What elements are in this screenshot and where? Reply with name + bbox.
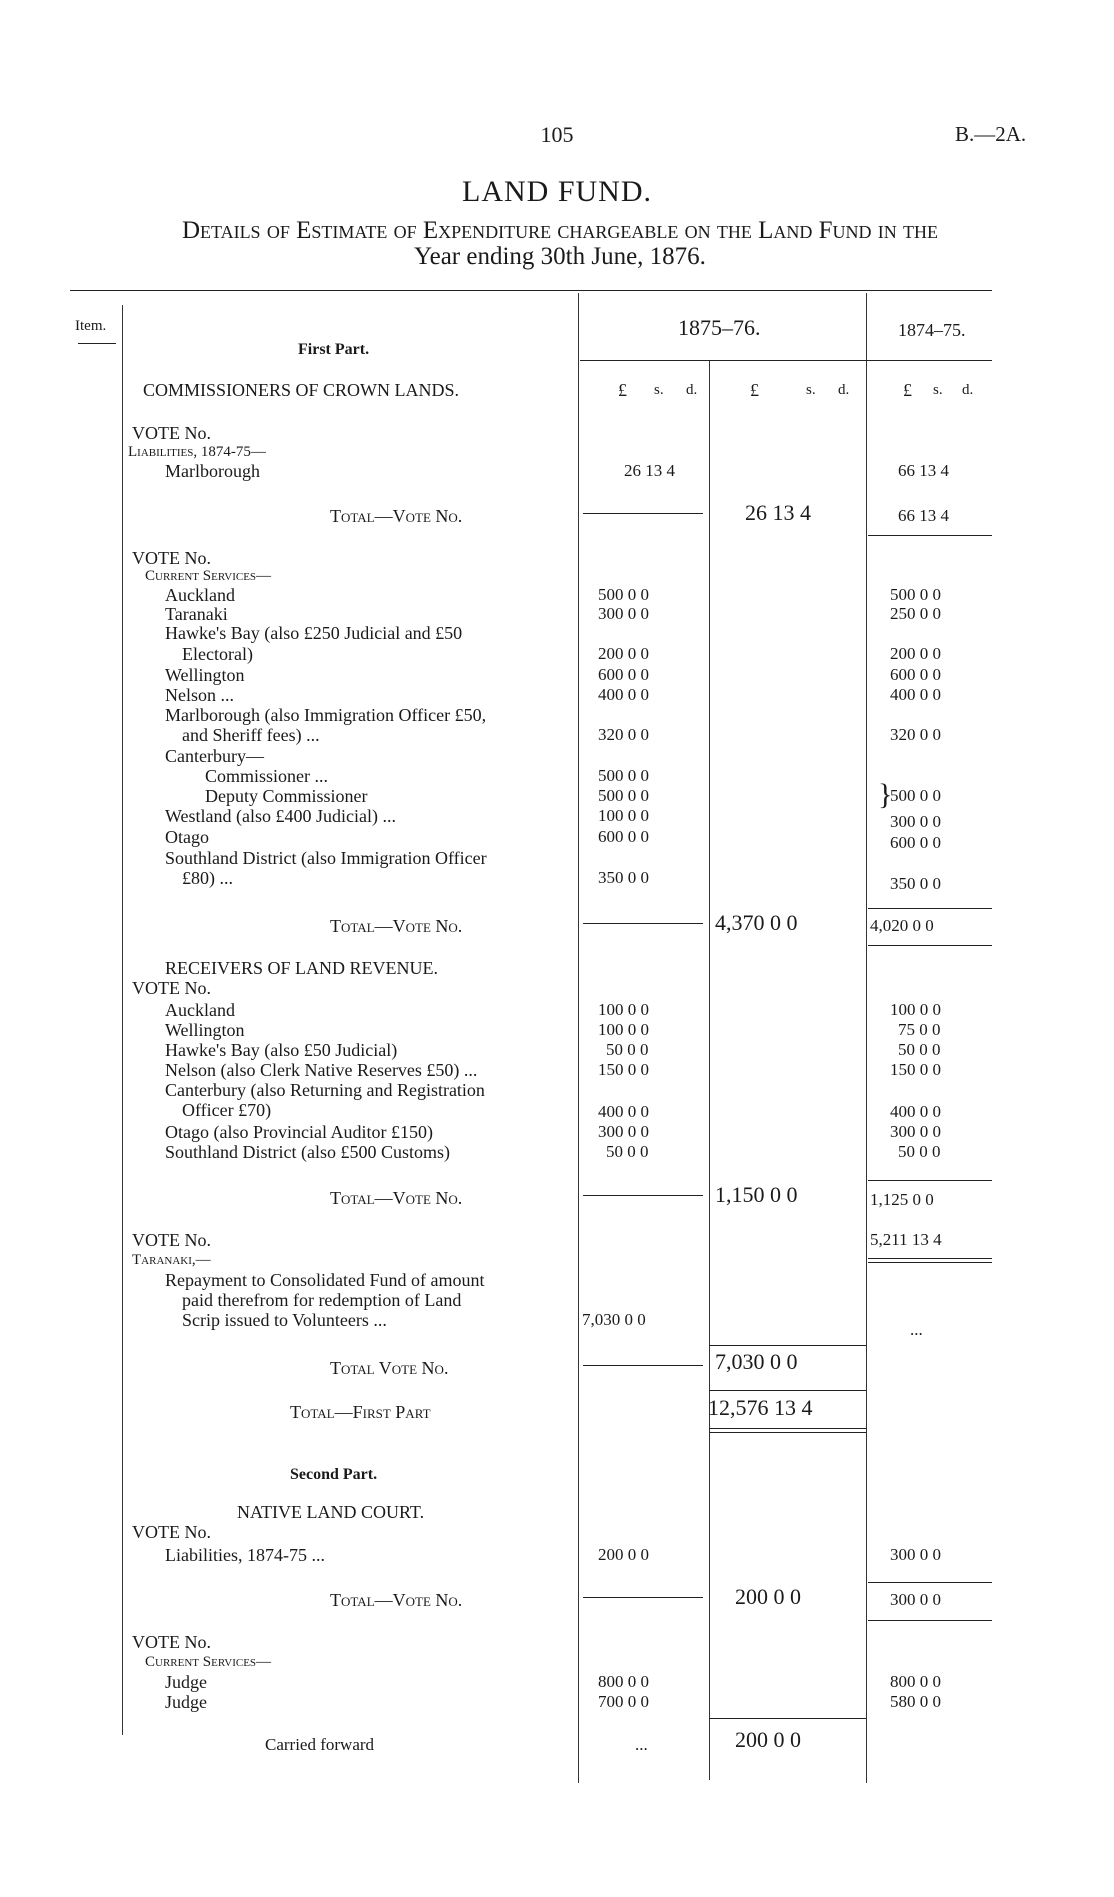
total-rule-top: [709, 1345, 866, 1346]
year-header-rule: [580, 360, 992, 361]
row-label: Southland District (also Immigration Officer: [165, 848, 487, 868]
row-label-continued: paid therefrom for redemption of Land: [182, 1290, 462, 1310]
shilling-header: s.: [654, 382, 664, 398]
row-label: Wellington: [165, 1020, 245, 1040]
year-1874-header: 1874–75.: [898, 320, 966, 340]
row-previous-amount: 75 0 0: [898, 1020, 941, 1039]
total-rule-previous: [868, 908, 992, 909]
row-label: Canterbury (also Returning and Registration: [165, 1080, 485, 1100]
total-rule-previous: [868, 535, 992, 536]
vote-label: VOTE No.: [132, 548, 211, 568]
row-amount: 26 13 4: [624, 461, 675, 480]
row-amount: 50 0 0: [606, 1040, 649, 1059]
carried-forward-rule: [709, 1718, 866, 1719]
total-rule: [583, 1597, 703, 1598]
row-previous-amount: 300 0 0: [890, 1122, 941, 1141]
year-1875-header: 1875–76.: [678, 315, 761, 340]
row-previous-amount: 400 0 0: [890, 1102, 941, 1121]
vote-total-amount: 1,150 0 0: [715, 1182, 798, 1207]
page-subtitle: [70, 218, 1050, 270]
row-previous-amount: 200 0 0: [890, 644, 941, 663]
row-previous-amount: ...: [910, 1320, 923, 1339]
row-previous-amount: 300 0 0: [890, 812, 941, 831]
vote-total-amount: 7,030 0 0: [715, 1349, 798, 1374]
group-label: Current Services—: [145, 568, 272, 584]
vote-total-label: Total—Vote No.: [330, 1188, 463, 1208]
row-amount: 300 0 0: [598, 604, 649, 623]
pound-header-2: £: [750, 380, 759, 400]
row-amount: 100 0 0: [598, 1000, 649, 1019]
row-amount: 7,030 0 0: [582, 1310, 646, 1329]
row-label: Marlborough (also Immigration Officer £50,: [165, 705, 487, 725]
row-previous-amount: 580 0 0: [890, 1692, 941, 1711]
row-amount: 500 0 0: [598, 766, 649, 785]
vote-total-previous: 4,020 0 0: [870, 916, 934, 935]
row-label: Hawke's Bay (also £250 Judicial and £50: [165, 623, 463, 643]
row-label: Nelson (also Clerk Native Reserves £50) ...: [165, 1060, 478, 1080]
pence-header-3: d.: [962, 382, 974, 398]
row-previous-amount: 250 0 0: [890, 604, 941, 623]
row-label-continued: and Sheriff fees) ...: [182, 725, 320, 745]
row-previous-amount: 50 0 0: [898, 1040, 941, 1059]
total-rule-previous-bottom: [868, 945, 992, 946]
total-rule-previous-bottom: [868, 1620, 992, 1621]
row-label: Wellington: [165, 665, 245, 685]
row-label: Westland (also £400 Judicial) ...: [165, 806, 397, 826]
row-previous-amount: 500 0 0: [890, 585, 941, 604]
table-top-rule: [70, 290, 992, 291]
item-column-divider: [122, 305, 123, 1735]
first-part-total-amount: 12,576 13 4: [708, 1395, 813, 1420]
row-previous-amount: 350 0 0: [890, 874, 941, 893]
vote-total-amount: 200 0 0: [735, 1584, 801, 1609]
row-previous-amount: 66 13 4: [898, 461, 949, 480]
row-previous-amount: 320 0 0: [890, 725, 941, 744]
row-label: Auckland: [165, 585, 235, 605]
row-label: Commissioner ...: [205, 766, 329, 786]
double-rule-previous: [868, 1258, 992, 1259]
vote-label: VOTE No.: [132, 1522, 211, 1542]
group-label: Taranaki,—: [132, 1252, 211, 1268]
previous-grand-total: 5,211 13 4: [870, 1230, 942, 1249]
total-rule: [583, 1195, 703, 1196]
first-part-total-label: Total—First Part: [290, 1402, 431, 1422]
row-previous-amount: 150 0 0: [890, 1060, 941, 1079]
row-label: Hawke's Bay (also £50 Judicial): [165, 1040, 398, 1060]
group-label: Liabilities, 1874-75—: [128, 444, 266, 460]
pence-header: d.: [686, 382, 698, 398]
carried-forward-label: Carried forward: [265, 1735, 375, 1754]
total-rule-previous: [868, 1582, 992, 1583]
row-label: Nelson ...: [165, 685, 234, 705]
pound-header: £: [618, 380, 627, 400]
row-previous-amount: 300 0 0: [890, 1545, 941, 1564]
item-column-header: Item.: [75, 318, 107, 334]
first-part-total-rule-bottom-2: [709, 1432, 866, 1433]
vote-total-previous: 66 13 4: [898, 506, 949, 525]
row-amount: 200 0 0: [598, 1545, 649, 1564]
vote-total-amount: 26 13 4: [745, 500, 811, 525]
row-previous-amount: 500 0 0: [890, 786, 941, 805]
row-label-continued: Electoral): [182, 644, 253, 664]
row-label: Taranaki: [165, 604, 228, 624]
row-amount: 800 0 0: [598, 1672, 649, 1691]
row-amount: 400 0 0: [598, 685, 649, 704]
row-amount: 500 0 0: [598, 585, 649, 604]
row-label: Deputy Commissioner: [205, 786, 368, 806]
second-part-heading: Second Part.: [290, 1466, 378, 1483]
row-label: Judge: [165, 1672, 207, 1692]
row-amount: 320 0 0: [598, 725, 649, 744]
vote-total-label: Total—Vote No.: [330, 506, 463, 526]
row-amount: 700 0 0: [598, 1692, 649, 1711]
total-rule-previous: [868, 1180, 992, 1181]
document-reference: B.—2A.: [955, 122, 1027, 146]
row-amount: 100 0 0: [598, 1020, 649, 1039]
row-amount: 200 0 0: [598, 644, 649, 663]
total-rule: [583, 1365, 703, 1366]
group-label: Current Services—: [145, 1654, 272, 1670]
carried-forward-amount: ...: [635, 1735, 648, 1754]
shilling-header-2: s.: [806, 382, 816, 398]
page-title: LAND FUND.: [462, 175, 652, 208]
row-previous-amount: 600 0 0: [890, 665, 941, 684]
first-part-heading: First Part.: [298, 341, 370, 358]
subtitle-line-1: Details of Estimate of Expenditure chargeable on the Land Fund in the: [181, 217, 939, 244]
row-previous-amount: 50 0 0: [898, 1142, 941, 1161]
row-previous-amount: 600 0 0: [890, 833, 941, 852]
first-part-total-rule-top: [709, 1390, 866, 1391]
row-amount: 600 0 0: [598, 665, 649, 684]
row-amount: 150 0 0: [598, 1060, 649, 1079]
row-previous-amount: 100 0 0: [890, 1000, 941, 1019]
row-amount: 350 0 0: [598, 868, 649, 887]
row-amount: 600 0 0: [598, 827, 649, 846]
row-amount: 100 0 0: [598, 806, 649, 825]
vote-total-label: Total Vote No.: [330, 1358, 449, 1378]
vote-total-label: Total—Vote No.: [330, 916, 463, 936]
row-label: Auckland: [165, 1000, 235, 1020]
vote-label: VOTE No.: [132, 423, 211, 443]
item-header-underline: [78, 343, 116, 344]
row-label: Southland District (also £500 Customs): [165, 1142, 450, 1162]
subtitle-line-2: Year ending 30th June, 1876.: [414, 243, 706, 270]
row-label: Otago (also Provincial Auditor £150): [165, 1122, 433, 1142]
total-rule: [583, 923, 703, 924]
section-commissioners-heading: COMMISSIONERS OF CROWN LANDS.: [143, 380, 460, 400]
row-label: Liabilities, 1874-75 ...: [165, 1545, 325, 1565]
row-amount: 50 0 0: [606, 1142, 649, 1161]
row-label: Marlborough: [165, 461, 260, 481]
row-amount: 300 0 0: [598, 1122, 649, 1141]
row-label: Canterbury—: [165, 746, 264, 766]
row-amount: 500 0 0: [598, 786, 649, 805]
pound-header-3: £: [903, 380, 912, 400]
row-label: Otago: [165, 827, 209, 847]
shilling-header-3: s.: [933, 382, 943, 398]
vote-label: VOTE No.: [132, 1632, 211, 1652]
page-number: 105: [540, 122, 574, 147]
pence-header-2: d.: [838, 382, 850, 398]
row-label-continued: £80) ...: [182, 868, 233, 888]
brace-icon: }: [878, 778, 893, 811]
vote-total-previous: 1,125 0 0: [870, 1190, 934, 1209]
section-native-land-court-heading: NATIVE LAND COURT.: [237, 1502, 425, 1522]
total-rule: [583, 513, 703, 514]
subtotal-column-divider: [709, 360, 710, 1780]
row-label: Judge: [165, 1692, 207, 1712]
vote-total-label: Total—Vote No.: [330, 1590, 463, 1610]
vote-total-amount: 4,370 0 0: [715, 910, 798, 935]
row-label: Repayment to Consolidated Fund of amount: [165, 1270, 485, 1290]
row-label-continued: Officer £70): [182, 1100, 272, 1120]
vote-total-previous: 300 0 0: [890, 1590, 941, 1609]
amount-column-divider: [578, 293, 579, 1783]
vote-label: VOTE No.: [132, 1230, 211, 1250]
previous-year-column-divider: [866, 293, 867, 1783]
row-label-continued: Scrip issued to Volunteers ...: [182, 1310, 387, 1330]
first-part-total-rule-bottom: [709, 1428, 866, 1429]
row-previous-amount: 800 0 0: [890, 1672, 941, 1691]
vote-label: VOTE No.: [132, 978, 211, 998]
double-rule-previous-2: [868, 1262, 992, 1263]
row-amount: 400 0 0: [598, 1102, 649, 1121]
row-previous-amount: 400 0 0: [890, 685, 941, 704]
carried-forward-total: 200 0 0: [735, 1727, 801, 1752]
section-receivers-heading: RECEIVERS OF LAND REVENUE.: [165, 958, 438, 978]
